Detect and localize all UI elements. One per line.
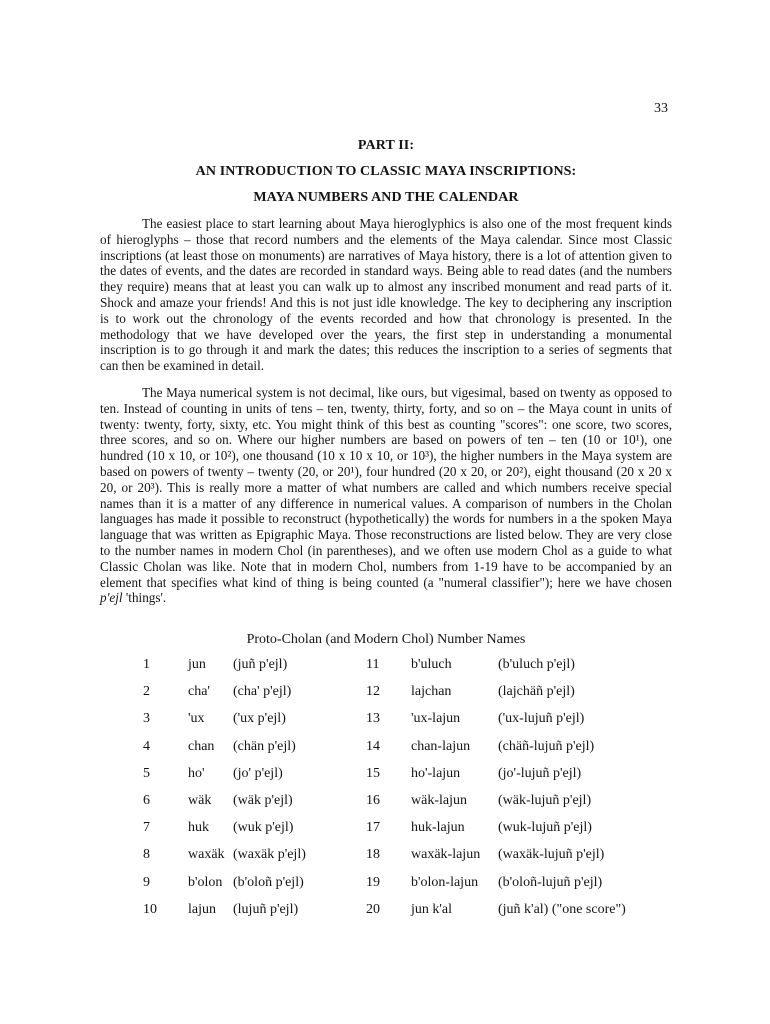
number-word-cell: b'olon bbox=[188, 874, 223, 890]
number-word-cell: huk-lajun bbox=[411, 820, 465, 836]
number-number-cell: 17 bbox=[366, 820, 380, 836]
number-chol-cell: (juñ k'al) ("one score") bbox=[498, 901, 626, 917]
paragraph-intro bbox=[100, 216, 672, 374]
number-word-cell: chan-lajun bbox=[411, 738, 471, 754]
number-chol-cell: (waxäk p'ejl) bbox=[233, 847, 306, 863]
number-number-cell: 7 bbox=[143, 820, 150, 836]
number-row bbox=[0, 847, 770, 867]
number-number-cell: 15 bbox=[366, 765, 380, 781]
paragraph-end: 'things'. bbox=[122, 590, 167, 606]
number-chol-cell: ('ux p'ejl) bbox=[233, 711, 286, 727]
number-number-cell: 6 bbox=[143, 793, 150, 808]
paragraph-numerical-text: The Maya numerical system is not decimal, like ours, but vigesimal, based on twenty as opposed to ten. Instead of counting in units of tens – ten, twenty, thirty, forty, and so on – the Maya count in units of twenty: twenty, forty, sixty, etc. You might think of this best as counting "scores": one score, two scores, three scores, and so on. Where our higher numbers are based on powers of ten – ten (10 or 10¹), one hundred (10 x 10, or 10²), one thousand (10 x 10 x 10, or 10³), the higher numbers in the Maya system are based on powers of twenty – twenty (20, or 20¹), four hundred (20 x 20, or 20²), eight thousand (20 x 20 x 20, or 20³). This is really more a matter of what numbers are called and which numbers receive special names than it is a matter of any difference in numerical values. A comparison of numbers in the Cholan languages has made it possible to reconstruct (hypothetically) the words for numbers in a the spoken Maya language that was written as Epigraphic Maya. Those reconstructions are listed below. They are very close to the number names in modern Chol (in parentheses), and we often use modern Chol as a guide to what Classic Cholan was like. Note that in modern Chol, numbers from 1-19 have to be accompanied by an element that specifies what kind of thing is being counted (a "numeral classifier"); here we have chosen bbox=[100, 385, 672, 590]
number-number-cell: 18 bbox=[366, 847, 380, 863]
paragraph-intro-text: The easiest place to start learning about Maya hieroglyphics is also one of the most frequent kinds of hieroglyphs – those that record numbers and the elements of the Maya calendar. Since most Classic inscriptions (at least those on monuments) are narratives of Maya history, there is a lot of attention given to the dates of events, and the dates are recorded in standard ways. Being able to read dates (and the numbers they require) means that at least you can walk up to almost any inscribed monument and read parts of it. Shock and amaze your friends! And this is not just idle knowledge. The key to deciphering any inscription is to work out the chronology of the events recorded and how that chronology is presented. In the methodology that we have developed over the years, the first step in understanding a monumental inscription is to go through it and mark the dates; this reduces the inscription to a series of segments that can then be examined in detail. bbox=[100, 216, 672, 374]
part-heading: PART II: bbox=[357, 138, 415, 153]
chapter-title: AN INTRODUCTION TO CLASSIC MAYA INSCRIPTIONS: bbox=[195, 164, 577, 179]
number-chol-cell: (b'uluch p'ejl) bbox=[498, 657, 575, 672]
number-row bbox=[0, 820, 770, 840]
number-chol-cell: (wäk p'ejl) bbox=[233, 793, 293, 808]
number-chol-cell: (b'oloñ p'ejl) bbox=[233, 874, 304, 890]
number-number-cell: 3 bbox=[143, 711, 150, 727]
paragraph-numerical-system bbox=[100, 385, 672, 606]
number-word-cell: waxäk bbox=[188, 847, 225, 863]
number-chol-cell: (lajchäñ p'ejl) bbox=[498, 684, 575, 700]
number-word-cell: jun bbox=[188, 657, 206, 672]
number-word-cell: wäk-lajun bbox=[411, 793, 467, 808]
number-number-cell: 11 bbox=[366, 657, 380, 672]
number-chol-cell: (wäk-lujuñ p'ejl) bbox=[498, 793, 592, 808]
number-word-cell: lajchan bbox=[411, 684, 452, 700]
number-row bbox=[0, 766, 770, 786]
number-word-cell: b'uluch bbox=[411, 657, 452, 672]
number-number-cell: 5 bbox=[143, 765, 150, 781]
number-number-cell: 10 bbox=[143, 901, 157, 917]
number-number-cell: 12 bbox=[366, 684, 380, 700]
number-word-cell: 'ux bbox=[188, 711, 205, 727]
number-chol-cell: (chän p'ejl) bbox=[233, 738, 296, 754]
number-chol-cell: (wuk-lujuñ p'ejl) bbox=[498, 820, 592, 836]
number-chol-cell: (lujuñ p'ejl) bbox=[233, 901, 299, 917]
number-chol-cell: (b'oloñ-lujuñ p'ejl) bbox=[498, 874, 603, 890]
number-chol-cell: (chäñ-lujuñ p'ejl) bbox=[498, 738, 595, 754]
number-word-cell: waxäk-lajun bbox=[411, 847, 481, 863]
number-word-cell: lajun bbox=[188, 901, 216, 917]
number-word-cell: wäk bbox=[188, 793, 212, 808]
number-row bbox=[0, 902, 770, 922]
number-chol-cell: (jo'-lujuñ p'ejl) bbox=[498, 765, 582, 781]
number-row bbox=[0, 657, 770, 677]
page-number: 33 bbox=[654, 101, 668, 116]
number-row bbox=[0, 739, 770, 759]
chapter-subtitle: MAYA NUMBERS AND THE CALENDAR bbox=[253, 190, 519, 205]
number-number-cell: 14 bbox=[366, 738, 380, 754]
number-row bbox=[0, 711, 770, 731]
number-number-cell: 16 bbox=[366, 793, 380, 808]
number-word-cell: jun k'al bbox=[411, 901, 453, 917]
number-row bbox=[0, 875, 770, 895]
number-chol-cell: (wuk p'ejl) bbox=[233, 820, 294, 836]
number-number-cell: 2 bbox=[143, 684, 150, 700]
number-chol-cell: (juñ p'ejl) bbox=[233, 657, 288, 672]
number-word-cell: ho' bbox=[188, 765, 205, 781]
number-chol-cell: (cha' p'ejl) bbox=[233, 684, 292, 700]
number-number-cell: 1 bbox=[143, 657, 150, 672]
number-number-cell: 19 bbox=[366, 874, 380, 890]
number-word-cell: huk bbox=[188, 820, 209, 836]
number-number-cell: 4 bbox=[143, 738, 150, 754]
number-word-cell: b'olon-lajun bbox=[411, 874, 479, 890]
number-word-cell: 'ux-lajun bbox=[411, 711, 461, 727]
number-word-cell: cha' bbox=[188, 684, 210, 700]
number-number-cell: 9 bbox=[143, 874, 150, 890]
number-word-cell: ho'-lajun bbox=[411, 765, 461, 781]
number-number-cell: 13 bbox=[366, 711, 380, 727]
number-chol-cell: (waxäk-lujuñ p'ejl) bbox=[498, 847, 605, 863]
number-word-cell: chan bbox=[188, 738, 215, 754]
number-chol-cell: (jo' p'ejl) bbox=[233, 765, 283, 781]
number-row bbox=[0, 684, 770, 704]
number-row bbox=[0, 793, 770, 813]
number-chol-cell: ('ux-lujuñ p'ejl) bbox=[498, 711, 585, 727]
italic-term: p'ejl bbox=[100, 590, 123, 606]
number-number-cell: 20 bbox=[366, 901, 380, 917]
number-names-title: Proto-Cholan (and Modern Chol) Number Names bbox=[246, 632, 526, 647]
number-number-cell: 8 bbox=[143, 847, 150, 863]
